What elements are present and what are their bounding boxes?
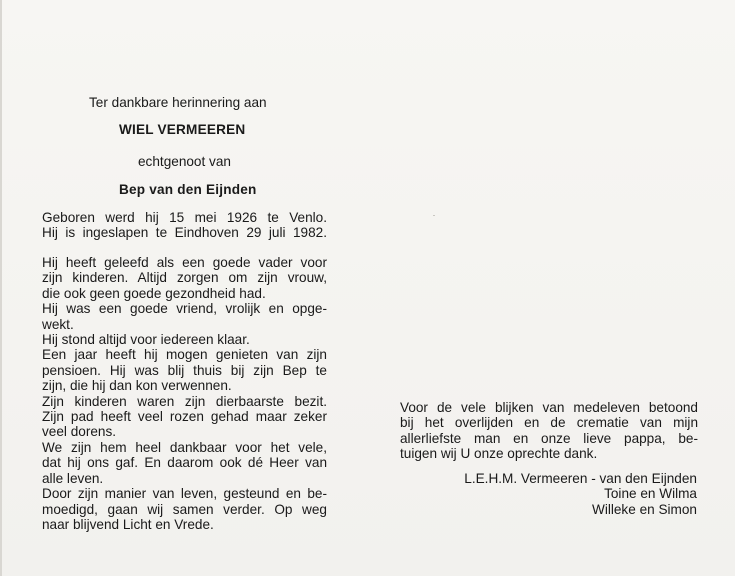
thanks-line: Voor de vele blijken van medeleven betoond [400,400,698,415]
death-line: Hij is ingeslapen te Eindhoven 29 juli 1982. [42,225,327,241]
tribute-line: Hij was een goede vriend, vrolijk en opge- [42,301,327,317]
tribute-line: naar blijvend Licht en Vrede. [42,516,214,532]
tribute-line: Hij stond altijd voor iedereen klaar. [42,332,250,348]
tribute-line: pensioen. Hij was blij thuis bij zijn Bep te [42,362,327,378]
tribute-line: wekt. [42,316,74,332]
tribute-line: zijn, die hij dan kon verwennen. [42,378,232,394]
signature-line: Toine en Wilma [604,486,697,502]
tribute-line: Een jaar heeft hij mogen genieten van zijn [42,347,327,363]
signature-line: L.E.H.M. Vermeeren - van den Eijnden [464,471,697,486]
signature-line: Willeke en Simon [591,501,697,517]
spouse-name: Bep van den Eijnden [119,182,257,197]
tribute-line: die ook geen goede gezondheid had. [42,285,266,301]
thanks-line: bij het overlijden en de crematie van mijn [400,415,698,431]
tribute-line: veel dorens. [42,424,117,440]
tribute-line: alle leven. [42,470,104,486]
birth-line: Geboren werd hij 15 mei 1926 te Venlo. [42,210,327,225]
tribute-text [42,255,327,532]
thanks-line: allerliefste man en onze lieve pappa, be- [400,430,698,446]
tribute-line: Zijn kinderen waren zijn dierbaarste bezit. [42,393,327,409]
dates-block [42,210,327,241]
intro-text: Ter dankbare herinnering aan [89,95,267,110]
tribute-line: Hij heeft geleefd als een goede vader voor [42,255,327,270]
tribute-line: Zijn pad heeft veel rozen gehad maar zeker [42,409,327,425]
signature-block [464,471,697,517]
tribute-line: moedigd, gaan wij samen verder. Op weg [42,501,327,517]
tribute-line: Door zijn manier van leven, gesteund en be- [42,486,327,502]
relation-text: echtgenoot van [138,154,231,169]
thanks-line: tuigen wij U onze oprechte dank. [400,446,598,462]
paper-speck [433,215,435,216]
tribute-line: zijn kinderen. Altijd zorgen om zijn vrouw, [42,270,327,286]
tribute-line: We zijn hem heel dankbaar voor het vele, [42,439,327,455]
thanks-text [400,400,698,462]
tribute-line: dat hij ons gaf. En daarom ook dé Heer van [42,455,327,471]
deceased-name: WIEL VERMEEREN [119,122,246,137]
